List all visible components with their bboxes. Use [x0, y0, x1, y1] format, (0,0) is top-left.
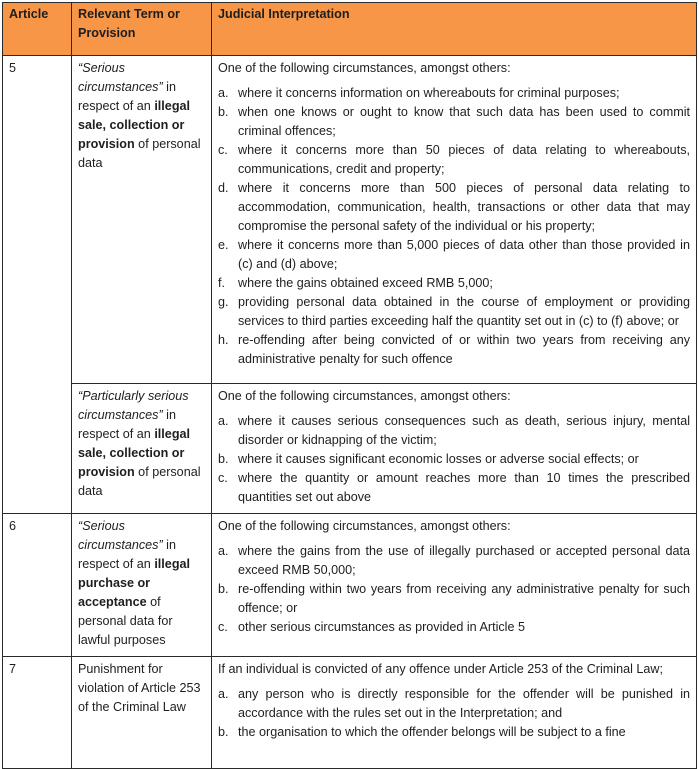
- list-item: [218, 685, 690, 723]
- circumstance-list: [218, 542, 690, 637]
- item-label: e.: [218, 238, 229, 252]
- item-text: when one knows or ought to know that such data has been used to commit criminal offences;: [238, 105, 690, 138]
- item-text: re-offending within two years from receiving any administrative penalty for such offence; or: [238, 582, 690, 615]
- term-bold: illegal sale, collection or provision: [78, 99, 191, 151]
- item-label: b.: [218, 105, 229, 119]
- term-italic: “Serious circumstances”: [78, 61, 163, 94]
- list-item: [218, 331, 690, 369]
- item-label: b.: [218, 582, 229, 596]
- item-text: where it causes significant economic losses or adverse social effects; or: [238, 452, 639, 466]
- item-text: other serious circumstances as provided in Article 5: [238, 620, 525, 634]
- item-text: where it concerns more than 50 pieces of data relating to whereabouts, communications, credit and property;: [238, 143, 690, 176]
- list-item: [218, 723, 690, 742]
- item-label: a.: [218, 86, 229, 100]
- term-post: of personal data: [78, 465, 201, 498]
- list-item: [218, 412, 690, 450]
- term-pre: in respect of an: [78, 80, 176, 113]
- article-cell: 5: [3, 56, 72, 384]
- article-cell: 6: [3, 514, 72, 657]
- interpretation-cell: [212, 384, 697, 514]
- judicial-interpretation-table: [2, 2, 697, 769]
- term-pre: in respect of an: [78, 408, 176, 441]
- term-cell: Punishment for violation of Article 253 of the Criminal Law: [72, 657, 212, 769]
- term-italic: “Serious circumstances”: [78, 519, 163, 552]
- item-text: re-offending after being convicted of or within two years from receiving any administrative penalty for such offence: [238, 333, 690, 366]
- table-row: [3, 514, 697, 657]
- list-item: [218, 293, 690, 331]
- list-item: [218, 236, 690, 274]
- item-text: any person who is directly responsible for the offender will be punished in accordance with the rules set out in the Interpretation; and: [238, 687, 690, 720]
- item-text: where the gains obtained exceed RMB 5,000;: [238, 276, 493, 290]
- item-text: where the quantity or amount reaches more than 10 times the prescribed quantities set out above: [238, 471, 690, 504]
- list-item: [218, 84, 690, 103]
- item-text: where it concerns information on whereabouts for criminal purposes;: [238, 86, 620, 100]
- intro-text: One of the following circumstances, amongst others:: [218, 519, 511, 533]
- item-text: where the gains from the use of illegally purchased or accepted personal data exceed RMB 50,000;: [238, 544, 690, 577]
- header-interpretation: Judicial Interpretation: [212, 3, 697, 56]
- term-cell: [72, 514, 212, 657]
- list-item: [218, 179, 690, 236]
- list-item: [218, 618, 690, 637]
- term-pre: in respect of an: [78, 538, 176, 571]
- list-item: [218, 274, 690, 293]
- list-item: [218, 141, 690, 179]
- item-text: where it concerns more than 500 pieces of personal data relating to accommodation, communication, health, transactions or other data that may compromise the personal safety of the individual or his property;: [238, 181, 690, 233]
- item-label: c.: [218, 620, 228, 634]
- term-bold: illegal sale, collection or provision: [78, 427, 191, 479]
- interpretation-cell: [212, 514, 697, 657]
- term-italic: “Particularly serious circumstances”: [78, 389, 189, 422]
- intro-text: One of the following circumstances, amongst others:: [218, 389, 511, 403]
- item-label: a.: [218, 544, 229, 558]
- item-text: providing personal data obtained in the course of employment or providing services to third parties exceeding half the quantity set out in (c) to (f) above; or: [238, 295, 690, 328]
- item-label: c.: [218, 143, 228, 157]
- list-item: [218, 450, 690, 469]
- table-row: [3, 56, 697, 384]
- table-row: [3, 384, 697, 514]
- item-label: d.: [218, 181, 229, 195]
- item-text: where it concerns more than 5,000 pieces of data other than those provided in (c) and (d) above;: [238, 238, 690, 271]
- header-term: Relevant Term or Provision: [72, 3, 212, 56]
- item-label: a.: [218, 687, 229, 701]
- term-post: of personal data for lawful purposes: [78, 595, 173, 647]
- interpretation-cell: [212, 56, 697, 384]
- table-header-row: [3, 3, 697, 56]
- item-label: f.: [218, 276, 225, 290]
- circumstance-list: [218, 84, 690, 369]
- term-bold: illegal purchase or acceptance: [78, 557, 191, 609]
- intro-text: One of the following circumstances, amongst others:: [218, 61, 511, 75]
- header-article: Article: [3, 3, 72, 56]
- term-post: of personal data: [78, 137, 201, 170]
- item-label: c.: [218, 471, 228, 485]
- item-label: h.: [218, 333, 229, 347]
- item-label: b.: [218, 725, 229, 739]
- intro-text: If an individual is convicted of any offence under Article 253 of the Criminal Law;: [218, 662, 663, 676]
- item-text: where it causes serious consequences such as death, serious injury, mental disorder or kidnapping of the victim;: [238, 414, 690, 447]
- circumstance-list: [218, 685, 690, 742]
- term-cell: [72, 384, 212, 514]
- list-item: [218, 580, 690, 618]
- table-body: [3, 56, 697, 769]
- item-label: a.: [218, 414, 229, 428]
- list-item: [218, 542, 690, 580]
- item-text: the organisation to which the offender belongs will be subject to a fine: [238, 725, 626, 739]
- item-label: b.: [218, 452, 229, 466]
- item-label: g.: [218, 295, 229, 309]
- list-item: [218, 103, 690, 141]
- interpretation-cell: [212, 657, 697, 769]
- article-cell: 7: [3, 657, 72, 769]
- circumstance-list: [218, 412, 690, 507]
- article-cell: [3, 384, 72, 514]
- table-row: [3, 657, 697, 769]
- list-item: [218, 469, 690, 507]
- term-cell: [72, 56, 212, 384]
